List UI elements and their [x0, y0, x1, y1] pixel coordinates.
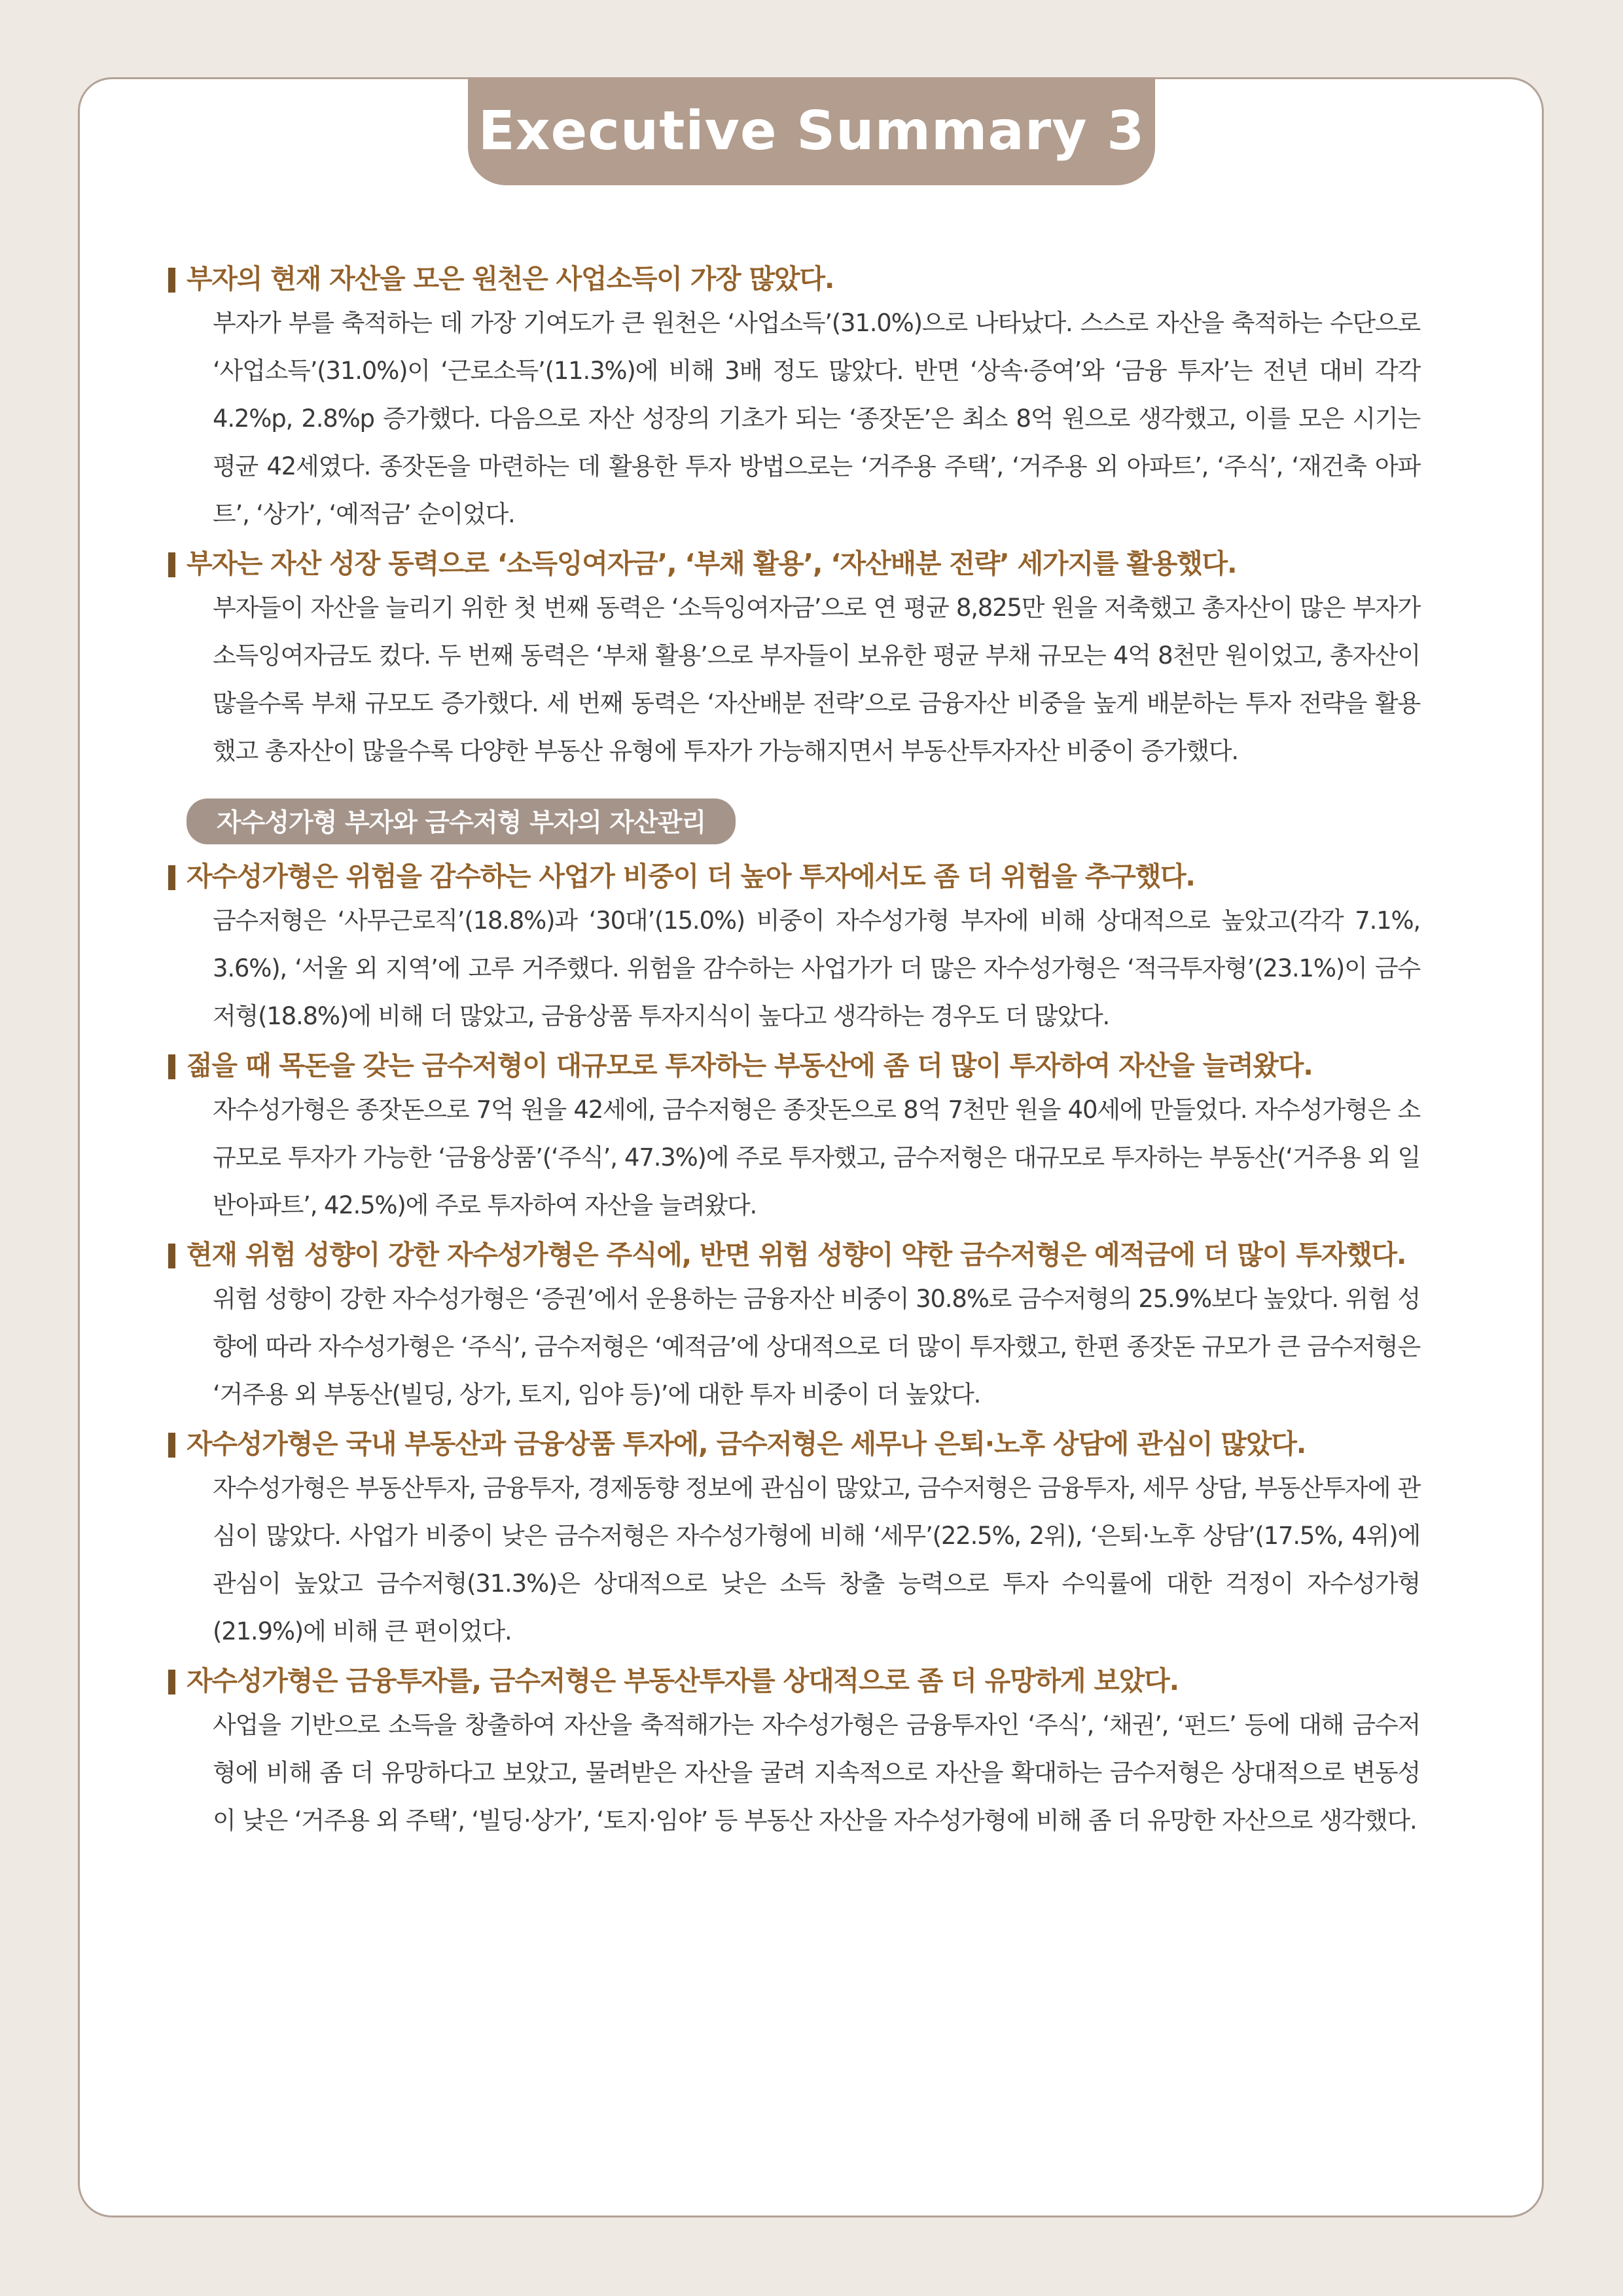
section-heading: [187, 259, 1420, 299]
section-body: 자수성가형은 종잣돈으로 7억 원을 42세에, 금수저형은 종잣돈으로 8억 7천만 원을 40세에 만들었다. 자수성가형은 소규모로 투자가 가능한 ‘금융상품’(‘주식’, 47.3%)에 주로 투자했고, 금수저형은 대규모로 투자하는 부동산(‘거주용 외 일반아파트’, 42.5%)에 주로 투자하여 자산을 늘려왔다.: [213, 1096, 1420, 1219]
subsection-label: 자수성가형 부자와 금수저형 부자의 자산관리: [187, 798, 736, 844]
section-heading: [187, 1424, 1420, 1464]
section-body: 부자가 부를 축적하는 데 가장 기여도가 큰 원천은 ‘사업소득’(31.0%)으로 나타났다. 스스로 자산을 축적하는 수단으로 ‘사업소득’(31.0%)이 ‘근로소득’(11.3%)에 비해 3배 정도 많았다. 반면 ‘상속·증여’와 ‘금융 투자’는 전년 대비 각각 4.2%p, 2.8%p 증가했다. 다음으로 자산 성장의 기초가 되는 ‘종잣돈’은 최소 8억 원으로 생각했고, 이를 모은 시기는 평균 42세였다. 종잣돈을 마련하는 데 활용한 투자 방법으로는 ‘거주용 주택’, ‘거주용 외 아파트’, ‘주식’, ‘재건축 아파트’, ‘상가’, ‘예적금’ 순이었다.: [213, 309, 1420, 528]
heading-marker: [168, 865, 175, 890]
section-body: 자수성가형은 부동산투자, 금융투자, 경제동향 정보에 관심이 많았고, 금수저형은 금융투자, 세무 상담, 부동산투자에 관심이 많았다. 사업가 비중이 낮은 금수저형은 자수성가형에 비해 ‘세무’(22.5%, 2위), ‘은퇴·노후 상담’(17.5%, 4위)에 관심이 높았고 금수저형(31.3%)은 상대적으로 낮은 소득 창출 능력으로 투자 수익률에 대한 걱정이 자수성가형(21.9%)에 비해 큰 편이었다.: [213, 1474, 1420, 1645]
section-heading-text: 자수성가형은 위험을 감수하는 사업가 비중이 더 높아 투자에서도 좀 더 위험을 추구했다.: [187, 861, 1195, 892]
section-heading-text: 부자는 자산 성장 동력으로 ‘소득잉여자금’, ‘부채 활용’, ‘자산배분 전략’ 세가지를 활용했다.: [187, 548, 1237, 579]
section-heading: [187, 543, 1420, 584]
section-heading-text: 현재 위험 성향이 강한 자수성가형은 주식에, 반면 위험 성향이 약한 금수저형은 예적금에 더 많이 투자했다.: [187, 1239, 1406, 1270]
heading-marker: [168, 1433, 175, 1458]
heading-marker: [168, 1670, 175, 1695]
heading-marker: [168, 1054, 175, 1079]
section-body: 금수저형은 ‘사무근로직’(18.8%)과 ‘30대’(15.0%) 비중이 자수성가형 부자에 비해 상대적으로 높았고(각각 7.1%, 3.6%), ‘서울 외 지역’에 고루 거주했다. 위험을 감수하는 사업가가 더 많은 자수성가형은 ‘적극투자형’(23.1%)이 금수저형(18.8%)에 비해 더 많았고, 금융상품 투자지식이 높다고 생각하는 경우도 더 많았다.: [213, 906, 1420, 1030]
heading-marker: [168, 1244, 175, 1268]
section-body: 부자들이 자산을 늘리기 위한 첫 번째 동력은 ‘소득잉여자금’으로 연 평균 8,825만 원을 저축했고 총자산이 많은 부자가 소득잉여자금도 컸다. 두 번째 동력은 ‘부채 활용’으로 부자들이 보유한 평균 부채 규모는 4억 8천만 원이었고, 총자산이 많을수록 부채 규모도 증가했다. 세 번째 동력은 ‘자산배분 전략’으로 금융자산 비중을 높게 배분하는 투자 전략을 활용했고 총자산이 많을수록 다양한 부동산 유형에 투자가 가능해지면서 부동산투자자산 비중이 증가했다.: [213, 594, 1420, 765]
summary-content: [187, 259, 1420, 1844]
section-heading-text: 젊을 때 목돈을 갖는 금수저형이 대규모로 투자하는 부동산에 좀 더 많이 투자하여 자산을 늘려왔다.: [187, 1050, 1313, 1081]
page-title: Executive Summary 3: [468, 77, 1155, 185]
heading-marker: [168, 268, 175, 293]
section-heading-text: 자수성가형은 금융투자를, 금수저형은 부동산투자를 상대적으로 좀 더 유망하게 보았다.: [187, 1665, 1179, 1696]
section-heading: [187, 1234, 1420, 1275]
section-heading-text: 부자의 현재 자산을 모은 원천은 사업소득이 가장 많았다.: [187, 263, 834, 295]
section-body: 위험 성향이 강한 자수성가형은 ‘증권’에서 운용하는 금융자산 비중이 30.8%로 금수저형의 25.9%보다 높았다. 위험 성향에 따라 자수성가형은 ‘주식’, 금수저형은 ‘예적금’에 상대적으로 더 많이 투자했고, 한편 종잣돈 규모가 큰 금수저형은 ‘거주용 외 부동산(빌딩, 상가, 토지, 임야 등)’에 대한 투자 비중이 더 높았다.: [213, 1285, 1420, 1408]
section-heading: [187, 1045, 1420, 1086]
section-heading: [187, 1660, 1420, 1701]
heading-marker: [168, 552, 175, 577]
section-heading-text: 자수성가형은 국내 부동산과 금융상품 투자에, 금수저형은 세무나 은퇴·노후 상담에 관심이 많았다.: [187, 1428, 1306, 1460]
section-heading: [187, 856, 1420, 897]
section-body: 사업을 기반으로 소득을 창출하여 자산을 축적해가는 자수성가형은 금융투자인 ‘주식’, ‘채권’, ‘펀드’ 등에 대해 금수저형에 비해 좀 더 유망하다고 보았고, 물려받은 자산을 굴려 지속적으로 자산을 확대하는 금수저형은 상대적으로 변동성이 낮은 ‘거주용 외 주택’, ‘빌딩·상가’, ‘토지·임야’ 등 부동산 자산을 자수성가형에 비해 좀 더 유망한 자산으로 생각했다.: [213, 1711, 1420, 1835]
